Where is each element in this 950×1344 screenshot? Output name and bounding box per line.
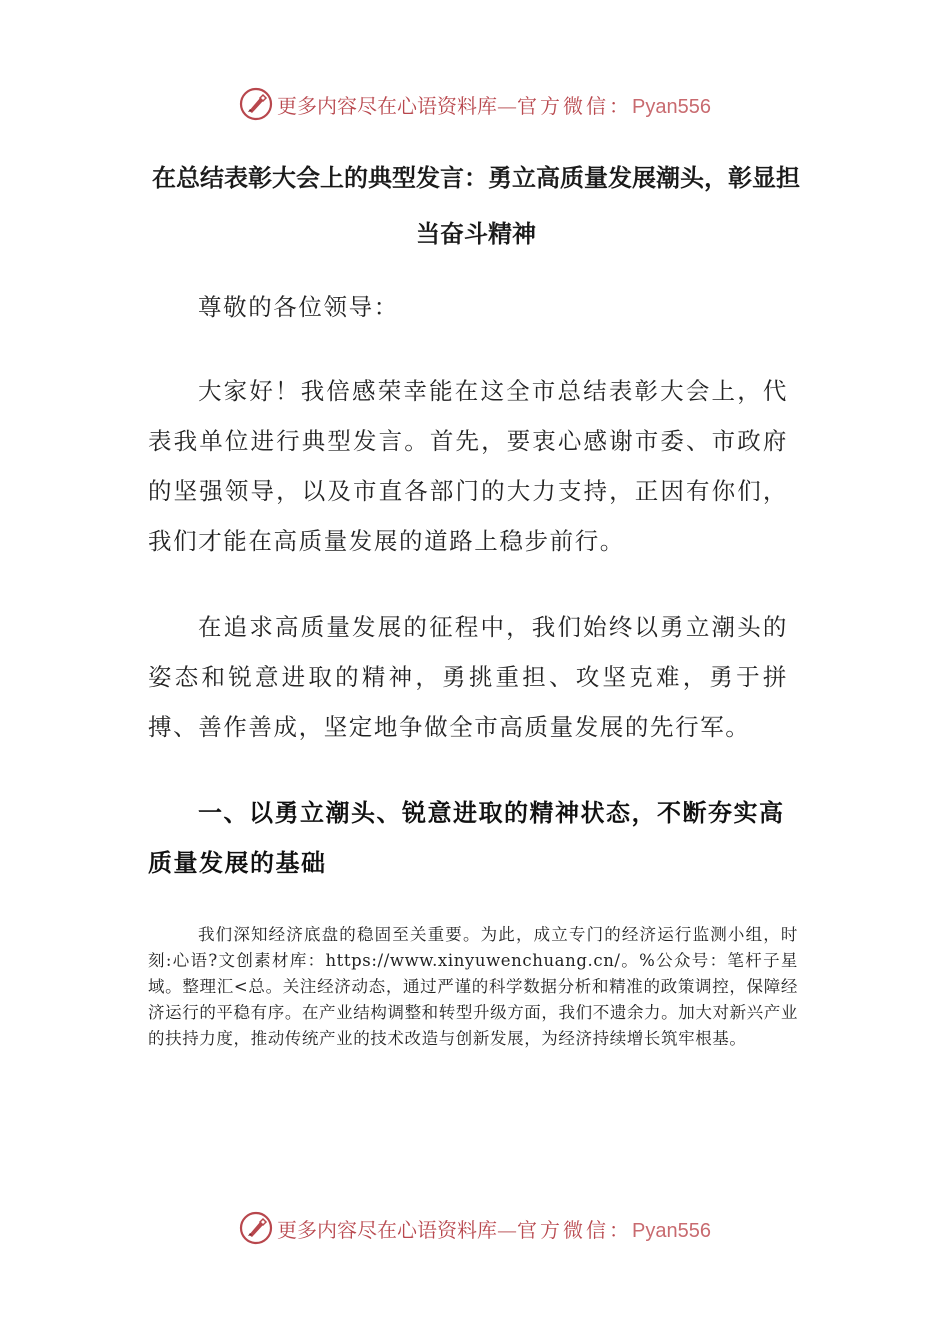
footer-banner bbox=[0, 1208, 950, 1248]
banner-wechat-id: Pyan556 bbox=[632, 95, 711, 118]
pen-logo-icon bbox=[239, 87, 273, 121]
banner-label: 官方微信： bbox=[517, 93, 633, 118]
banner-dash: — bbox=[497, 1217, 518, 1242]
paragraph-1: 大家好！我倍感荣幸能在这全市总结表彰大会上，代表我单位进行典型发言。首先，要衷心感谢市委、市政府的坚强领导，以及市直各部门的大力支持，正因有你们，我们才能在高质量发展的道路上稳步前行。 bbox=[148, 377, 788, 555]
pen-logo-icon bbox=[239, 1211, 273, 1245]
banner-slogan: 更多内容尽在心语资料库 bbox=[277, 93, 498, 118]
section-heading-1: 一、以勇立潮头、锐意进取的精神状态，不断夯实高质量发展的基础 bbox=[148, 799, 785, 877]
paragraph-3: 我们深知经济底盘的稳固至关重要。为此，成立专门的经济运行监测小组，时刻:心语?文创素材库：https://www.xinyuwenchuang.cn/。%公众号：笔杆子星域。整理汇<总。关注经济动态，通过严谨的科学数据分析和精准的政策调控，保障经济运行的平稳有序。在产业结构调整和转型升级方面，我们不遗余力。加大对新兴产业的扶持力度，推动传统产业的技术改造与创新发展，为经济持续增长筑牢根基。 bbox=[148, 925, 798, 1048]
header-banner bbox=[0, 84, 950, 124]
banner-label: 官方微信： bbox=[517, 1217, 633, 1242]
banner-dash: — bbox=[497, 93, 518, 118]
banner-slogan: 更多内容尽在心语资料库 bbox=[277, 1217, 498, 1242]
paragraph-2: 在追求高质量发展的征程中，我们始终以勇立潮头的姿态和锐意进取的精神，勇挑重担、攻坚克难，勇于拼搏、善作善成，坚定地争做全市高质量发展的先行军。 bbox=[148, 613, 788, 741]
banner-text bbox=[277, 90, 711, 119]
document-title: 在总结表彰大会上的典型发言：勇立高质量发展潮头，彰显担当奋斗精神 bbox=[152, 164, 800, 248]
banner-wechat-id: Pyan556 bbox=[632, 1219, 711, 1242]
banner-text bbox=[277, 1214, 711, 1243]
greeting: 尊敬的各位领导： bbox=[198, 293, 399, 321]
